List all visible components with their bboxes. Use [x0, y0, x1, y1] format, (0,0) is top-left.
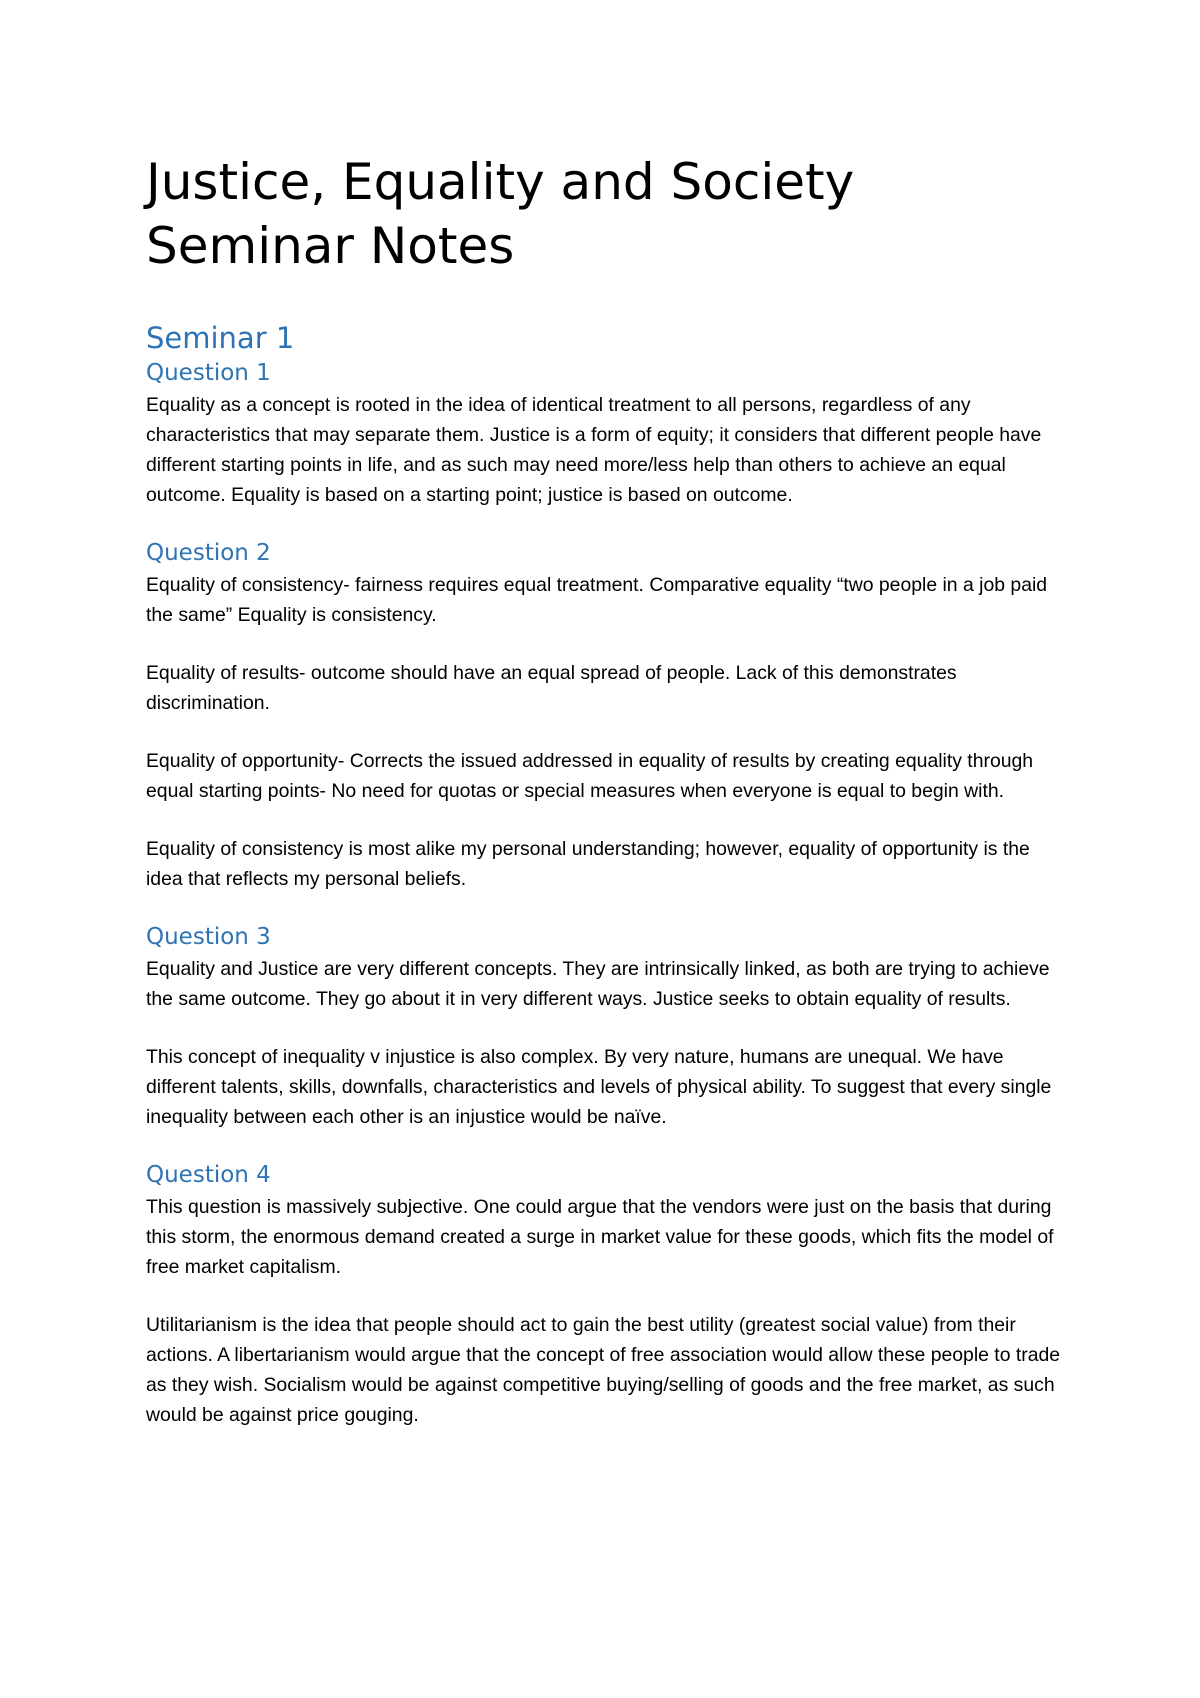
- question-3-paragraph-1: Equality and Justice are very different concepts. They are intrinsically linked, as both are trying to achieve the same outcome. They go about it in very different ways. Justice seeks to obtain equality of results.: [146, 958, 1050, 1010]
- question-2-paragraph-1: Equality of consistency- fairness requires equal treatment. Comparative equality “two people in a job paid the same” Equality is consistency.: [146, 574, 1048, 626]
- question-2-paragraph-3: Equality of opportunity- Corrects the issued addressed in equality of results by creating equality through equal starting points- No need for quotas or special measures when everyone is equal to begin with.: [146, 750, 1034, 802]
- question-section-1: [146, 356, 1066, 510]
- question-2-paragraph-2: Equality of results- outcome should have an equal spread of people. Lack of this demonstrates discrimination.: [146, 662, 957, 714]
- question-heading-1: Question 1: [146, 360, 271, 386]
- question-2-paragraph-4: Equality of consistency is most alike my personal understanding; however, equality of opportunity is the idea that reflects my personal beliefs.: [146, 838, 1030, 890]
- question-4-paragraph-1: This question is massively subjective. One could argue that the vendors were just on the basis that during this storm, the enormous demand created a surge in market value for these goods, which fits the model of free market capitalism.: [146, 1196, 1054, 1278]
- question-heading-4: Question 4: [146, 1162, 271, 1188]
- question-3-paragraph-2: This concept of inequality v injustice is also complex. By very nature, humans are unequal. We have different talents, skills, downfalls, characteristics and levels of physical ability. To suggest that every single inequality between each other is an injustice would be naïve.: [146, 1046, 1052, 1128]
- question-heading-3: Question 3: [146, 924, 271, 950]
- document-title: [146, 150, 1066, 278]
- seminar-heading: Seminar 1: [146, 321, 295, 355]
- question-4-paragraph-2: Utilitarianism is the idea that people should act to gain the best utility (greatest social value) from their actions. A libertarianism would argue that the concept of free association would allow these people to trade as they wish. Socialism would be against competitive buying/selling of goods and the free market, as such would be against price gouging.: [146, 1314, 1061, 1426]
- document-title-line-1: Justice, Equality and Society: [146, 153, 855, 211]
- question-1-paragraph-1: Equality as a concept is rooted in the idea of identical treatment to all persons, regardless of any characteristics that may separate them. Justice is a form of equity; it considers that different people have different starting points in life, and as such may need more/less help than others to achieve an equal outcome. Equality is based on a starting point; justice is based on outcome.: [146, 394, 1042, 506]
- document-title-line-2: Seminar Notes: [146, 217, 515, 275]
- question-section-4: [146, 1158, 1066, 1430]
- question-section-3: [146, 920, 1066, 1132]
- question-heading-2: Question 2: [146, 540, 271, 566]
- document-page: [146, 150, 1066, 1430]
- question-section-2: [146, 536, 1066, 894]
